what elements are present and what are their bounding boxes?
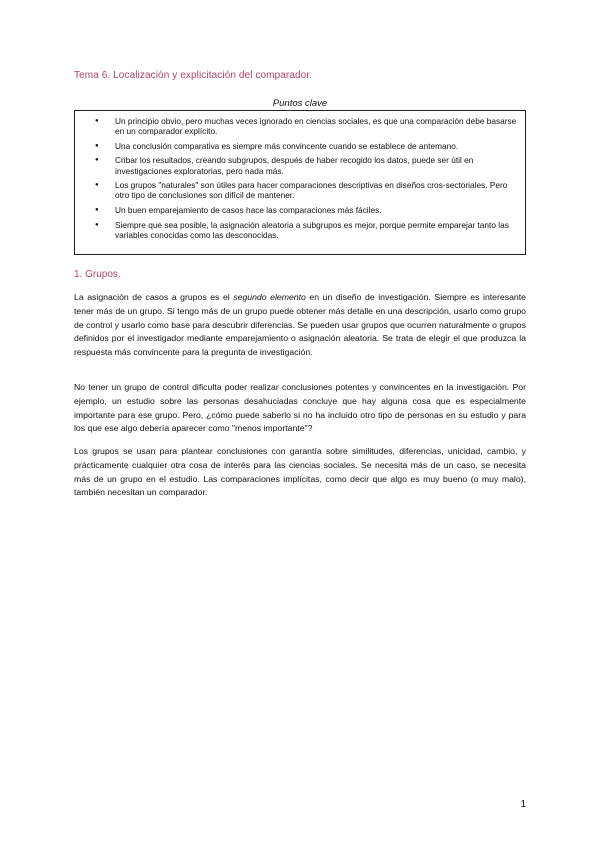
key-point-item: ● Cribar los resultados, creando subgrupos, después de haber recogido los datos, puede ser útil en investigaciones exploratorias, pero nada más.: [95, 155, 517, 175]
key-point-item: ● Un principio obvio, pero muchas veces ignorado en ciencias sociales, es que una comparación debe basarse en un comparador explícito.: [95, 116, 517, 136]
section-heading: 1. Grupos.: [74, 269, 121, 280]
key-points-list: [95, 116, 517, 240]
key-point-item: ● Los grupos "naturales" son útiles para hacer comparaciones descriptivas en diseños cros-sectoriales. Pero otro tipo de conclusiones son difícil de mantener.: [95, 180, 517, 200]
emphasis-text: segundo elemento: [233, 292, 306, 302]
key-points-caption: Puntos clave: [272, 98, 328, 109]
key-point-item: ● Siempre que sea posible, la asignación aleatoria a subgrupos es mejor, porque permite emparejar tanto las variables conocidas como las desconocidas.: [95, 220, 517, 240]
page-title: Tema 6. Localización y explicitación del comparador.: [74, 70, 313, 81]
body-paragraph-3: Los grupos se usan para plantear conclusiones con garantía sobre similitudes, diferencias, unicidad, cambio, y prácticamente cualquier otra cosa de interés para las ciencias sociales. Se necesita más de un caso, se necesita más de un grupo en el estudio. Las comparaciones implícitas, como decir que algo es muy bueno (o muy malo), también necesitan un comparador.: [74, 446, 526, 498]
key-point-item: ● Una conclusión comparativa es siempre más convincente cuando se establece de antemano.: [95, 141, 517, 151]
body-paragraph-2: No tener un grupo de control dificulta poder realizar conclusiones potentes y convincentes en la investigación. Por ejemplo, un estudio sobre las personas desahuciadas concluye que hay alguna cosa que es especialmente importante para ese grupo. Pero, ¿cómo puede saberlo si no ha incluido otro tipo de personas en su estudio y para los que ese algo debería aparecer como "menos importante"?: [74, 382, 526, 434]
paragraph-text: La asignación de casos a grupos es el: [74, 292, 234, 302]
body-paragraph-1: [74, 291, 526, 360]
key-point-item: ● Un buen emparejamiento de casos hace las comparaciones más fáciles.: [95, 205, 517, 215]
paragraph-text: en un diseño de investigación. Siempre es interesante tener más de un grupo. Si tengo más de un grupo puede obtener más detalle en una descripción, usarlo como grupo de control y usarlo como base para descubrir diferencias. Se pueden usar grupos que ocurren naturalmente o grupos definidos por el investigador mediante emparejamiento o asignación aleatoria. Se trata de elegir el que produzca la respuesta más convincente para la pregunta de investigación.: [74, 292, 526, 358]
page-number: 1: [520, 799, 526, 810]
key-points-box: [74, 110, 526, 255]
